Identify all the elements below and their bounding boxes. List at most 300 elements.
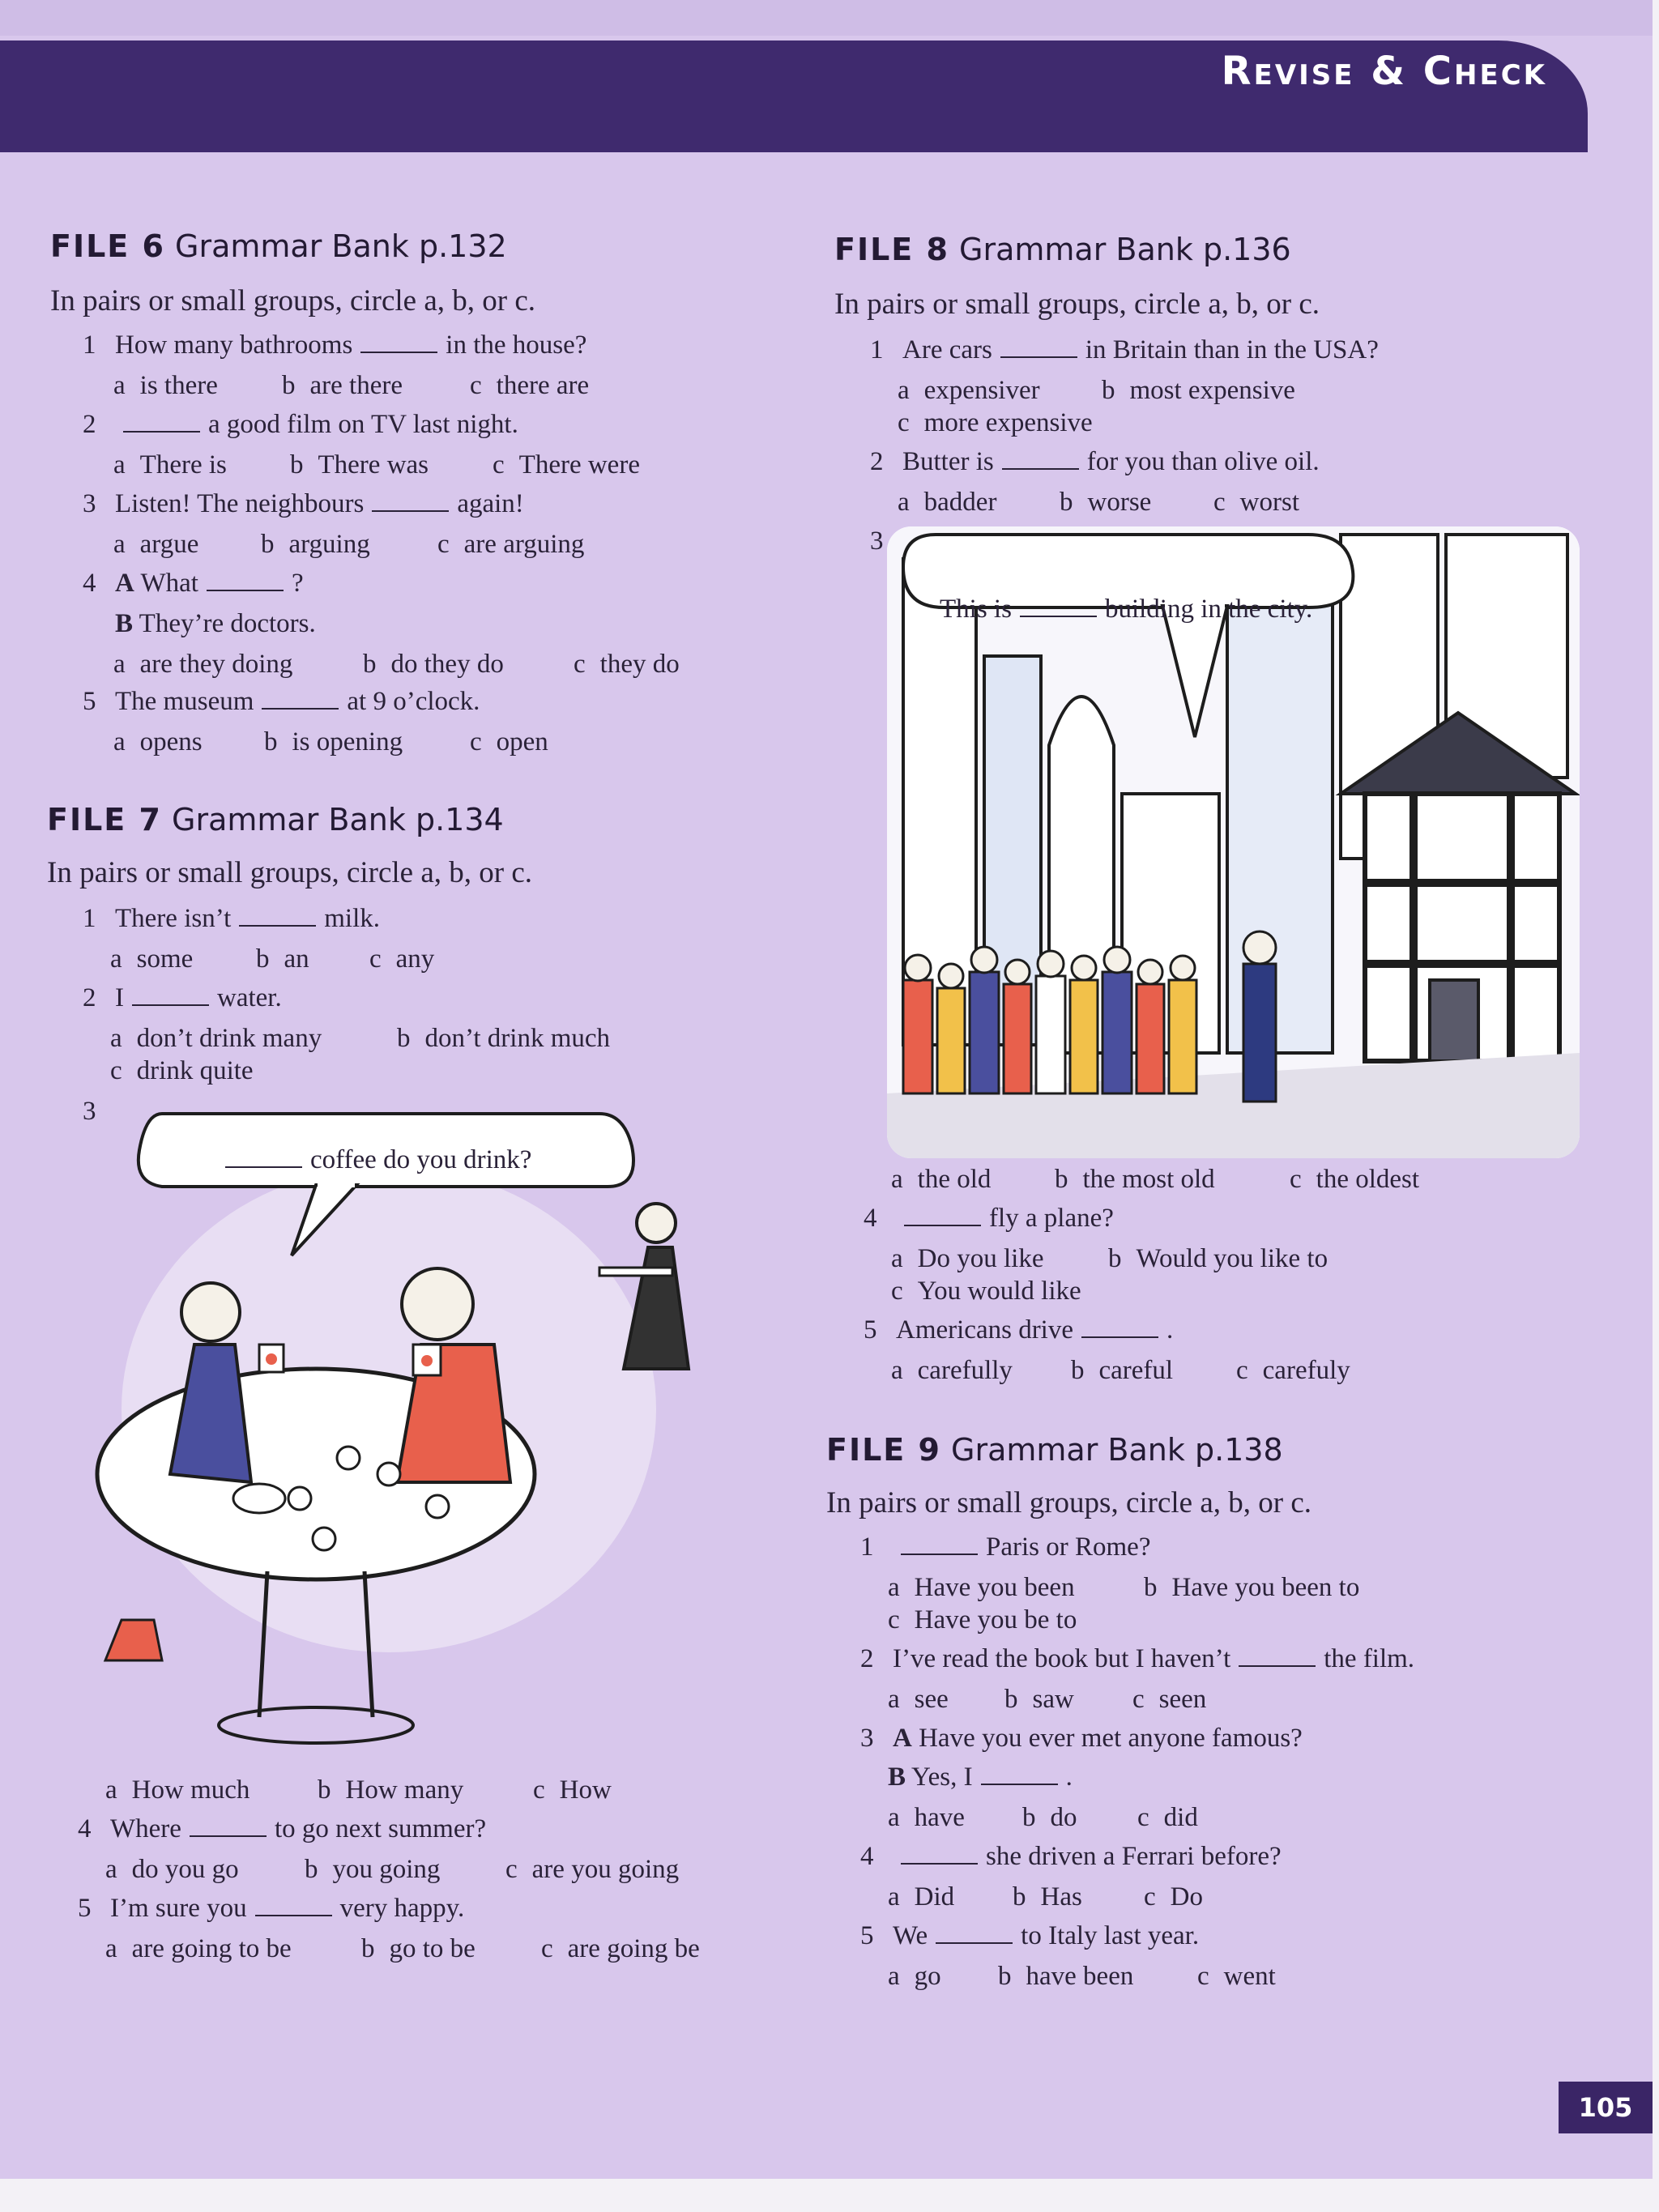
option-text: worst <box>1239 488 1299 517</box>
answer-blank <box>1239 1654 1316 1667</box>
file6-q3-option-a[interactable] <box>113 530 198 560</box>
answer-blank <box>225 1155 302 1168</box>
question-number: 5 <box>864 1315 877 1345</box>
option-text: carefuly <box>1262 1356 1350 1385</box>
question-number: 1 <box>83 330 96 360</box>
answer-blank <box>1020 604 1097 617</box>
option-text: did <box>1163 1803 1198 1832</box>
option-letter: c <box>369 944 382 974</box>
question-text: again! <box>457 489 524 518</box>
answer-blank <box>936 1931 1013 1944</box>
option-text: careful <box>1098 1356 1174 1385</box>
file8-q3-option-a[interactable] <box>891 1165 991 1195</box>
answer-blank <box>901 1542 978 1555</box>
option-text: an <box>284 944 309 974</box>
page-section-title: Revise & Check <box>1221 49 1547 94</box>
option-letter: c <box>574 650 586 679</box>
file8-q2-option-c[interactable] <box>1213 488 1299 518</box>
file7-q4-option-a[interactable] <box>105 1855 239 1885</box>
option-letter: b <box>397 1024 411 1053</box>
answer-blank <box>372 499 449 512</box>
bubble-text: This is <box>940 595 1012 624</box>
file8-q4-option-c[interactable] <box>891 1276 1081 1306</box>
option-text: Do you like <box>917 1244 1044 1273</box>
option-letter: c <box>1132 1685 1145 1714</box>
option-text: argue <box>139 530 199 559</box>
option-letter: a <box>105 1775 117 1805</box>
option-text: do they do <box>390 650 504 679</box>
file8-q3-option-c[interactable] <box>1290 1165 1419 1195</box>
option-letter: a <box>105 1855 117 1884</box>
bubble-text: coffee do you drink? <box>310 1145 532 1174</box>
file9-q3 <box>860 1724 1303 1754</box>
option-text: the oldest <box>1316 1165 1420 1194</box>
cafe-cartoon-illustration <box>89 1102 721 1750</box>
question-text: to Italy last year. <box>1021 1921 1200 1950</box>
file7-q1-option-c[interactable] <box>369 944 434 974</box>
question-text: Paris or Rome? <box>986 1532 1151 1562</box>
option-text: carefully <box>917 1356 1013 1385</box>
option-letter: c <box>1137 1803 1149 1832</box>
answer-blank <box>255 1903 332 1916</box>
option-text: there are <box>496 371 590 400</box>
file9-q1 <box>860 1532 1150 1562</box>
answer-blank <box>360 340 437 353</box>
file6-q4-option-b[interactable] <box>363 650 504 680</box>
file8-q4-option-b[interactable] <box>1108 1244 1328 1274</box>
file7-q1-option-a[interactable] <box>110 944 193 974</box>
answer-blank <box>1000 345 1077 358</box>
file6-q4 <box>83 569 304 599</box>
option-letter: b <box>361 1934 375 1963</box>
option-text: expensiver <box>923 376 1040 405</box>
option-text: open <box>496 727 548 757</box>
question-text: Where <box>110 1814 181 1843</box>
file8-q1-option-a[interactable] <box>898 376 1040 406</box>
option-text: have been <box>1026 1962 1134 1991</box>
file9-instruction: In pairs or small groups, circle a, b, or c. <box>826 1486 1312 1519</box>
question-text: she driven a Ferrari before? <box>986 1842 1282 1871</box>
file9-q2 <box>860 1644 1414 1674</box>
file6-q5-option-a[interactable] <box>113 727 203 757</box>
question-text: ? <box>291 569 304 598</box>
option-text: There was <box>318 450 429 479</box>
file9-q5-option-c[interactable] <box>1197 1962 1276 1992</box>
answer-blank <box>239 914 316 927</box>
file9-q3-option-c[interactable] <box>1137 1803 1198 1833</box>
option-letter: c <box>493 450 505 479</box>
option-letter: a <box>110 1024 122 1053</box>
file9-ref: Grammar Bank p.138 <box>951 1432 1283 1468</box>
file6-instruction: In pairs or small groups, circle a, b, or c. <box>50 284 536 318</box>
question-text: in Britain than in the USA? <box>1085 335 1379 364</box>
option-letter: b <box>264 727 278 757</box>
option-letter: a <box>113 727 126 757</box>
file8-q3-option-b[interactable] <box>1055 1165 1215 1195</box>
file9-q1-option-c[interactable] <box>888 1605 1077 1635</box>
file7-q3-option-a[interactable] <box>105 1775 249 1805</box>
bubble-text: building in the city. <box>1104 595 1313 624</box>
option-text: the most old <box>1082 1165 1215 1194</box>
question-number: 1 <box>860 1532 874 1562</box>
answer-blank <box>1081 1325 1158 1338</box>
option-letter: b <box>1013 1882 1026 1912</box>
question-text: milk. <box>324 904 381 933</box>
question-number: 2 <box>83 410 96 439</box>
file7-ref: Grammar Bank p.134 <box>172 802 504 837</box>
option-letter: a <box>113 530 126 559</box>
option-text: opens <box>139 727 203 757</box>
option-letter: b <box>318 1775 331 1805</box>
option-text: Have you be to <box>914 1605 1077 1634</box>
file9-q2-option-a[interactable] <box>888 1685 949 1715</box>
question-text: Are cars <box>902 335 992 364</box>
option-text: any <box>395 944 435 974</box>
file7-q4-option-b[interactable] <box>305 1855 440 1885</box>
option-letter: c <box>1197 1962 1209 1991</box>
file6-q5 <box>83 687 480 717</box>
file7-q2 <box>83 983 282 1013</box>
file8-q1 <box>870 335 1379 365</box>
file6-q4-option-c[interactable] <box>574 650 680 680</box>
file6-q1 <box>83 330 586 360</box>
option-letter: a <box>888 1573 900 1602</box>
option-letter: a <box>898 376 910 405</box>
file6-label: FILE 6 <box>50 228 165 264</box>
file7-q1 <box>83 904 380 934</box>
file8-instruction: In pairs or small groups, circle a, b, or c. <box>834 288 1320 321</box>
option-text: Have you been <box>914 1573 1075 1602</box>
answer-blank <box>904 1213 981 1226</box>
option-letter: b <box>256 944 270 974</box>
option-text: drink quite <box>136 1056 254 1085</box>
file6-q5-option-b[interactable] <box>264 727 403 757</box>
question-text: There isn’t <box>115 904 232 933</box>
question-text: for you than olive oil. <box>1086 447 1320 476</box>
file7-q5-option-b[interactable] <box>361 1934 476 1964</box>
question-number: 3 <box>83 489 96 518</box>
file8-ref: Grammar Bank p.136 <box>959 232 1291 267</box>
question-number: 5 <box>83 687 96 716</box>
option-letter: c <box>437 530 450 559</box>
file6-heading <box>50 228 507 264</box>
question-number: 3 <box>83 1097 96 1126</box>
option-letter: b <box>998 1962 1012 1991</box>
option-text: Have you been to <box>1171 1573 1360 1602</box>
question-text: They’re doctors. <box>139 609 316 638</box>
speaker-label: B <box>115 609 134 638</box>
file7-q2-option-c[interactable] <box>110 1056 254 1086</box>
option-text: don’t drink many <box>136 1024 322 1053</box>
file6-ref: Grammar Bank p.132 <box>175 228 507 264</box>
file9-q5 <box>860 1921 1199 1951</box>
file8-q4 <box>864 1204 1114 1234</box>
option-text: Do <box>1170 1882 1203 1912</box>
option-letter: a <box>891 1165 903 1194</box>
file6-q5-option-c[interactable] <box>470 727 548 757</box>
question-text: What <box>140 569 198 598</box>
option-letter: c <box>110 1056 122 1085</box>
file6-q2-option-a[interactable] <box>113 450 227 480</box>
option-text: worse <box>1087 488 1152 517</box>
file6-q3-option-b[interactable] <box>261 530 370 560</box>
option-letter: b <box>1055 1165 1068 1194</box>
file7-q5-option-c[interactable] <box>541 1934 700 1964</box>
option-text: don’t drink much <box>424 1024 611 1053</box>
option-letter: c <box>470 371 482 400</box>
file8-q4-option-a[interactable] <box>891 1244 1043 1274</box>
file9-q3-line2 <box>888 1762 1073 1792</box>
answer-blank <box>901 1852 978 1865</box>
option-text: There is <box>139 450 227 479</box>
file9-q5-option-b[interactable] <box>998 1962 1133 1992</box>
file9-q2-option-b[interactable] <box>1004 1685 1074 1715</box>
option-letter: c <box>1290 1165 1302 1194</box>
file6-q3 <box>83 489 524 519</box>
option-letter: a <box>113 450 126 479</box>
question-text: . <box>1166 1315 1174 1345</box>
question-number: 4 <box>78 1814 92 1843</box>
question-text: to go next summer? <box>274 1814 487 1843</box>
answer-blank <box>981 1772 1058 1785</box>
file9-q1-option-b[interactable] <box>1144 1573 1359 1603</box>
page-number: 105 <box>1559 2082 1653 2133</box>
file7-q3-option-b[interactable] <box>318 1775 463 1805</box>
question-number: 1 <box>83 904 96 933</box>
option-text: are you going <box>531 1855 680 1884</box>
option-letter: c <box>470 727 482 757</box>
file6-q1-option-c[interactable] <box>470 371 589 401</box>
speaker-label: A <box>893 1724 912 1753</box>
question-text: . <box>1065 1762 1073 1792</box>
option-text: Has <box>1040 1882 1082 1912</box>
file7-q5 <box>78 1894 464 1924</box>
top-band <box>0 0 1653 36</box>
question-text: We <box>893 1921 928 1950</box>
option-letter: a <box>888 1962 900 1991</box>
speaker-label: A <box>115 569 134 598</box>
file6-q1-option-b[interactable] <box>282 371 403 401</box>
option-text: are going to be <box>131 1934 292 1963</box>
file6-q1-option-a[interactable] <box>113 371 218 401</box>
option-letter: b <box>1071 1356 1085 1385</box>
option-text: do <box>1050 1803 1077 1832</box>
option-text: go <box>914 1962 941 1991</box>
file8-q2 <box>870 447 1320 477</box>
file8-q1-option-c[interactable] <box>898 408 1093 438</box>
option-text: Would you like to <box>1136 1244 1328 1273</box>
option-text: some <box>136 944 194 974</box>
option-text: do you go <box>131 1855 239 1884</box>
speaker-label: B <box>888 1762 906 1792</box>
file9-label: FILE 9 <box>826 1432 941 1468</box>
question-text: in the house? <box>446 330 587 360</box>
question-text: a good film on TV last night. <box>208 410 518 439</box>
question-text: Yes, I <box>911 1762 973 1792</box>
file6-q2-option-b[interactable] <box>290 450 429 480</box>
question-number: 4 <box>864 1204 877 1233</box>
answer-blank <box>190 1824 267 1837</box>
option-letter: a <box>891 1356 903 1385</box>
option-text: There were <box>518 450 640 479</box>
file8-q5-option-b[interactable] <box>1071 1356 1173 1386</box>
file8-q2-option-a[interactable] <box>898 488 996 518</box>
option-letter: c <box>898 408 910 437</box>
question-text: I <box>115 983 124 1012</box>
option-letter: a <box>888 1685 900 1714</box>
file7-q1-option-b[interactable] <box>256 944 309 974</box>
option-text: are there <box>309 371 403 400</box>
option-letter: b <box>282 371 296 400</box>
question-number: 3 <box>860 1724 874 1753</box>
option-letter: b <box>1144 1573 1158 1602</box>
file7-heading <box>47 802 504 837</box>
file9-q1-option-a[interactable] <box>888 1573 1075 1603</box>
file9-q5-option-a[interactable] <box>888 1962 941 1992</box>
question-text: Butter is <box>902 447 994 476</box>
option-letter: b <box>305 1855 318 1884</box>
option-text: badder <box>923 488 997 517</box>
file8-label: FILE 8 <box>834 232 949 267</box>
file8-q5-option-a[interactable] <box>891 1356 1013 1386</box>
file7-q5-option-a[interactable] <box>105 1934 292 1964</box>
option-letter: b <box>290 450 304 479</box>
question-text: How many bathrooms <box>115 330 353 360</box>
question-text: I’ve read the book but I haven’t <box>893 1644 1231 1673</box>
option-text: How much <box>131 1775 250 1805</box>
question-number: 1 <box>870 335 884 364</box>
option-letter: c <box>533 1775 545 1805</box>
answer-blank <box>207 578 284 591</box>
question-text: I’m sure you <box>110 1894 247 1923</box>
option-text: How many <box>345 1775 464 1805</box>
option-text: most expensive <box>1129 376 1295 405</box>
option-text: is opening <box>292 727 403 757</box>
file7-q4 <box>78 1814 486 1844</box>
option-letter: c <box>505 1855 518 1884</box>
question-text: Listen! The neighbours <box>115 489 365 518</box>
option-text: are arguing <box>463 530 585 559</box>
question-text: very happy. <box>339 1894 465 1923</box>
answer-blank <box>262 697 339 710</box>
option-text: have <box>914 1803 965 1832</box>
question-number: 4 <box>860 1842 874 1871</box>
file8-heading <box>834 232 1291 267</box>
question-text: at 9 o’clock. <box>347 687 480 716</box>
answer-blank <box>123 420 200 433</box>
option-letter: c <box>1144 1882 1156 1912</box>
cafe-cartoon-drawing <box>89 1102 721 1750</box>
question-text: Have you ever met anyone famous? <box>919 1724 1303 1753</box>
option-text: they do <box>599 650 680 679</box>
option-letter: a <box>113 650 126 679</box>
cafe-speech-bubble <box>217 1145 531 1175</box>
option-letter: a <box>891 1244 903 1273</box>
option-text: you going <box>332 1855 441 1884</box>
file6-q4-option-a[interactable] <box>113 650 292 680</box>
option-text: went <box>1223 1962 1276 1991</box>
file8-q1-option-b[interactable] <box>1102 376 1295 406</box>
file6-q3-option-c[interactable] <box>437 530 584 560</box>
option-text: are they doing <box>139 650 293 679</box>
file7-q4-option-c[interactable] <box>505 1855 679 1885</box>
file9-q4-option-b[interactable] <box>1013 1882 1082 1912</box>
file7-label: FILE 7 <box>47 802 162 837</box>
question-number: 4 <box>83 569 96 598</box>
option-letter: c <box>1213 488 1226 517</box>
file7-q2-option-b[interactable] <box>397 1024 610 1054</box>
question-number: 3 <box>870 526 884 556</box>
option-letter: a <box>113 371 126 400</box>
question-text: the film. <box>1324 1644 1415 1673</box>
option-letter: a <box>888 1803 900 1832</box>
file6-q2 <box>83 410 518 440</box>
file9-q4-option-a[interactable] <box>888 1882 954 1912</box>
option-letter: c <box>888 1605 900 1634</box>
option-letter: c <box>1236 1356 1248 1385</box>
option-text: How <box>559 1775 612 1805</box>
option-text: saw <box>1032 1685 1074 1714</box>
option-letter: a <box>110 944 122 974</box>
option-text: seen <box>1158 1685 1207 1714</box>
option-text: are going be <box>567 1934 700 1963</box>
option-letter: b <box>1022 1803 1036 1832</box>
option-text: arguing <box>288 530 370 559</box>
question-number: 2 <box>860 1644 874 1673</box>
question-text: fly a plane? <box>989 1204 1114 1233</box>
answer-blank <box>1002 457 1079 470</box>
question-number: 2 <box>870 447 884 476</box>
option-letter: a <box>105 1934 117 1963</box>
option-letter: c <box>891 1276 903 1306</box>
file8-q5 <box>864 1315 1173 1345</box>
option-letter: c <box>541 1934 553 1963</box>
file9-q3-option-a[interactable] <box>888 1803 965 1833</box>
file6-q2-option-c[interactable] <box>493 450 640 480</box>
file9-q3-option-b[interactable] <box>1022 1803 1077 1833</box>
file6-q4-line2 <box>115 609 316 639</box>
question-number: 5 <box>78 1894 92 1923</box>
file7-q3-option-c[interactable] <box>533 1775 612 1805</box>
option-letter: b <box>261 530 275 559</box>
option-text: see <box>914 1685 949 1714</box>
option-letter: a <box>888 1882 900 1912</box>
option-text: more expensive <box>923 408 1093 437</box>
option-text: is there <box>139 371 218 400</box>
file8-q2-option-b[interactable] <box>1060 488 1151 518</box>
option-letter: b <box>1060 488 1073 517</box>
question-text: The museum <box>115 687 254 716</box>
question-number: 2 <box>83 983 96 1012</box>
option-letter: b <box>1108 1244 1122 1273</box>
file9-q4-option-c[interactable] <box>1144 1882 1203 1912</box>
question-text: Americans drive <box>896 1315 1073 1345</box>
city-speech-bubble <box>940 595 1312 624</box>
option-letter: b <box>1004 1685 1018 1714</box>
option-letter: b <box>363 650 377 679</box>
option-text: go to be <box>389 1934 476 1963</box>
file9-q2-option-c[interactable] <box>1132 1685 1206 1715</box>
question-number: 5 <box>860 1921 874 1950</box>
file8-q5-option-c[interactable] <box>1236 1356 1350 1386</box>
file7-instruction: In pairs or small groups, circle a, b, or c. <box>47 856 533 889</box>
option-text: You would like <box>917 1276 1081 1306</box>
file7-q2-option-a[interactable] <box>110 1024 322 1054</box>
option-text: the old <box>917 1165 992 1194</box>
option-letter: b <box>1102 376 1115 405</box>
question-text: water. <box>217 983 282 1012</box>
file9-heading <box>826 1432 1283 1468</box>
